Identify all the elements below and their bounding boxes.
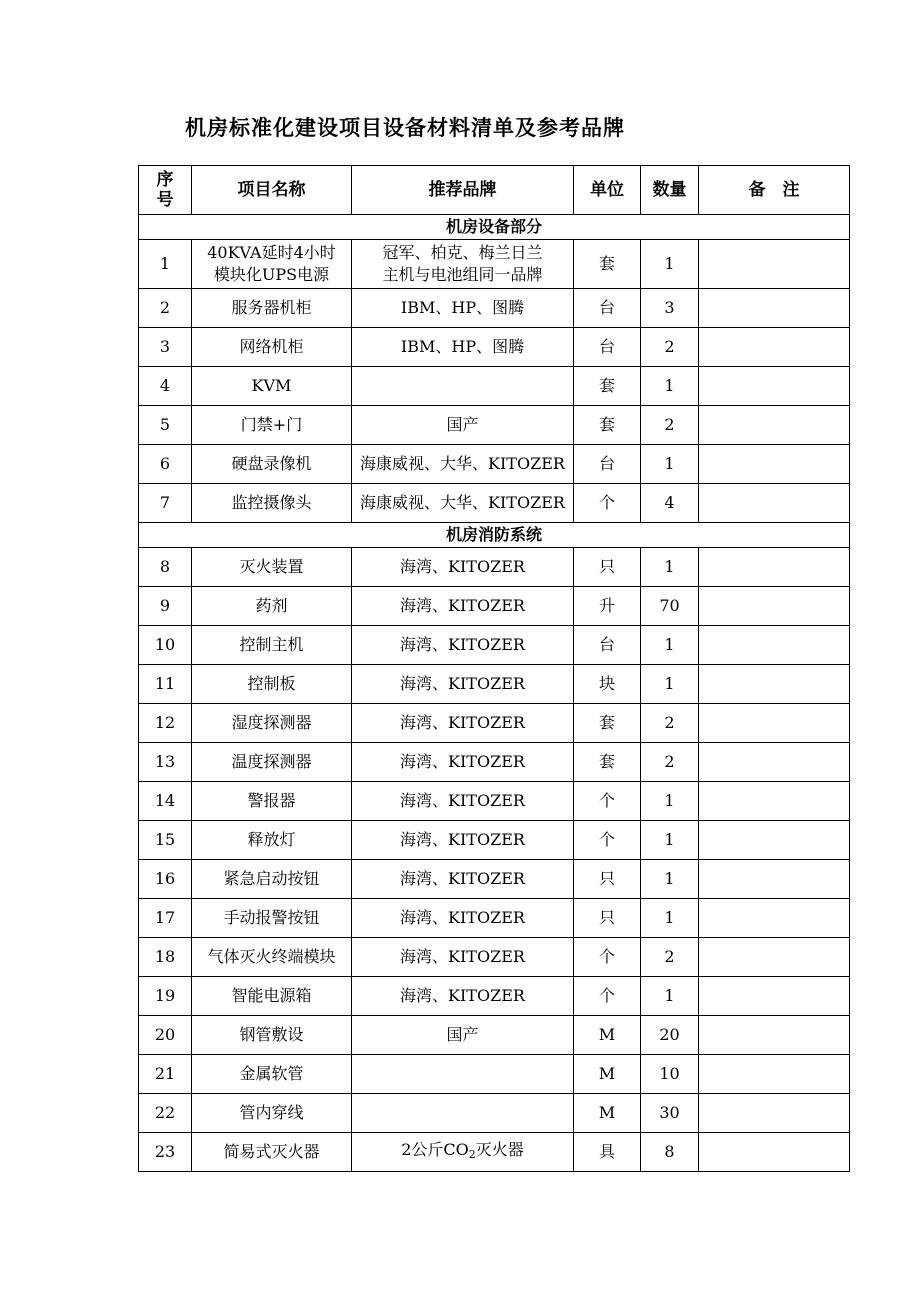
- table-row: [139, 782, 850, 821]
- cell-remark: [699, 938, 850, 977]
- cell-qty: 1: [641, 445, 699, 484]
- cell-unit: 套: [574, 704, 641, 743]
- table-row: [139, 977, 850, 1016]
- cell-name: 管内穿线: [192, 1094, 352, 1133]
- cell-no: 6: [139, 445, 192, 484]
- cell-unit: 套: [574, 367, 641, 406]
- cell-name: 释放灯: [192, 821, 352, 860]
- cell-remark: [699, 704, 850, 743]
- cell-brand: 海湾、KITOZER: [352, 860, 574, 899]
- cell-brand: IBM、HP、图腾: [352, 289, 574, 328]
- cell-qty: 2: [641, 704, 699, 743]
- cell-brand: 海湾、KITOZER: [352, 821, 574, 860]
- table-row: [139, 289, 850, 328]
- page-title: 机房标准化建设项目设备材料清单及参考品牌: [185, 115, 625, 140]
- cell-qty: 20: [641, 1016, 699, 1055]
- cell-name: 钢管敷设: [192, 1016, 352, 1055]
- cell-remark: [699, 821, 850, 860]
- cell-brand: 海湾、KITOZER: [352, 548, 574, 587]
- cell-qty: 2: [641, 328, 699, 367]
- table-row: [139, 626, 850, 665]
- cell-unit: 台: [574, 445, 641, 484]
- cell-remark: [699, 1055, 850, 1094]
- table-row: [139, 821, 850, 860]
- cell-qty: 1: [641, 367, 699, 406]
- cell-no: 18: [139, 938, 192, 977]
- header-qty: 数量: [641, 166, 699, 215]
- cell-brand: 海康威视、大华、KITOZER: [352, 484, 574, 523]
- cell-brand: 海湾、KITOZER: [352, 743, 574, 782]
- cell-brand: 海湾、KITOZER: [352, 587, 574, 626]
- cell-name: 智能电源箱: [192, 977, 352, 1016]
- header-unit: 单位: [574, 166, 641, 215]
- cell-brand-post: 灭火器: [475, 1139, 524, 1159]
- cell-brand-subscript: 2: [468, 1147, 476, 1161]
- cell-brand-line2: 主机与电池组同一品牌: [382, 265, 543, 284]
- cell-unit: 个: [574, 821, 641, 860]
- cell-no: 16: [139, 860, 192, 899]
- cell-unit: 只: [574, 548, 641, 587]
- cell-unit: M: [574, 1055, 641, 1094]
- cell-name: 门禁+门: [192, 406, 352, 445]
- cell-remark: [699, 860, 850, 899]
- cell-unit: 套: [574, 406, 641, 445]
- cell-no: 3: [139, 328, 192, 367]
- cell-name: 警报器: [192, 782, 352, 821]
- header-name: 项目名称: [192, 166, 352, 215]
- cell-qty: 1: [641, 240, 699, 289]
- table-row: [139, 665, 850, 704]
- cell-brand: [352, 240, 574, 289]
- header-brand: 推荐品牌: [352, 166, 574, 215]
- section-row: [139, 215, 850, 240]
- cell-no: 10: [139, 626, 192, 665]
- cell-no: 9: [139, 587, 192, 626]
- cell-unit: 台: [574, 289, 641, 328]
- cell-remark: [699, 367, 850, 406]
- cell-brand-line1: 冠军、柏克、梅兰日兰: [382, 243, 543, 262]
- cell-qty: 1: [641, 977, 699, 1016]
- table-row: [139, 938, 850, 977]
- cell-name: [192, 240, 352, 289]
- cell-unit: 台: [574, 626, 641, 665]
- cell-no: 23: [139, 1133, 192, 1172]
- cell-brand: 海湾、KITOZER: [352, 626, 574, 665]
- cell-unit: 个: [574, 977, 641, 1016]
- cell-brand: 海湾、KITOZER: [352, 977, 574, 1016]
- cell-qty: 70: [641, 587, 699, 626]
- cell-remark: [699, 665, 850, 704]
- cell-name: 湿度探测器: [192, 704, 352, 743]
- cell-brand: [352, 1133, 574, 1172]
- cell-name: 服务器机柜: [192, 289, 352, 328]
- table-row: [139, 328, 850, 367]
- cell-remark: [699, 548, 850, 587]
- table-row: [139, 1133, 850, 1172]
- cell-unit: 块: [574, 665, 641, 704]
- cell-remark: [699, 406, 850, 445]
- cell-no: 22: [139, 1094, 192, 1133]
- cell-name-line2: 模块化UPS电源: [213, 265, 330, 284]
- cell-qty: 4: [641, 484, 699, 523]
- cell-name: 药剂: [192, 587, 352, 626]
- section-equipment-rows: [139, 289, 850, 523]
- cell-no: 21: [139, 1055, 192, 1094]
- cell-qty: 1: [641, 899, 699, 938]
- section-row: [139, 523, 850, 548]
- cell-qty: 1: [641, 821, 699, 860]
- cell-unit: M: [574, 1094, 641, 1133]
- table-row: [139, 240, 850, 289]
- cell-remark: [699, 1016, 850, 1055]
- cell-name: 气体灭火终端模块: [192, 938, 352, 977]
- cell-brand: 国产: [352, 406, 574, 445]
- cell-brand: [352, 1094, 574, 1133]
- cell-no: 8: [139, 548, 192, 587]
- cell-name: 金属软管: [192, 1055, 352, 1094]
- cell-no: 13: [139, 743, 192, 782]
- cell-brand: [352, 367, 574, 406]
- cell-name-line1: 40KVA延时4小时: [207, 243, 336, 262]
- section-title: 机房设备部分: [139, 215, 850, 240]
- table-row: [139, 548, 850, 587]
- cell-name: 紧急启动按钮: [192, 860, 352, 899]
- cell-remark: [699, 626, 850, 665]
- cell-remark: [699, 484, 850, 523]
- cell-remark: [699, 1133, 850, 1172]
- header-seq-line2: 号: [156, 190, 174, 210]
- cell-name: 控制主机: [192, 626, 352, 665]
- table-row: [139, 1016, 850, 1055]
- cell-unit: 只: [574, 899, 641, 938]
- cell-no: 17: [139, 899, 192, 938]
- cell-no: 1: [139, 240, 192, 289]
- table-row: [139, 860, 850, 899]
- cell-qty: 8: [641, 1133, 699, 1172]
- header-seq: [139, 166, 192, 215]
- cell-brand: 海湾、KITOZER: [352, 899, 574, 938]
- cell-qty: 1: [641, 860, 699, 899]
- cell-name: 控制板: [192, 665, 352, 704]
- table-row: [139, 743, 850, 782]
- cell-unit: 台: [574, 328, 641, 367]
- cell-unit: 套: [574, 240, 641, 289]
- cell-remark: [699, 445, 850, 484]
- cell-unit: 具: [574, 1133, 641, 1172]
- cell-remark: [699, 289, 850, 328]
- cell-brand: 海湾、KITOZER: [352, 938, 574, 977]
- cell-brand-pre: 2公斤CO: [401, 1139, 469, 1159]
- cell-name: 网络机柜: [192, 328, 352, 367]
- table-row: [139, 1055, 850, 1094]
- cell-no: 11: [139, 665, 192, 704]
- cell-no: 19: [139, 977, 192, 1016]
- cell-qty: 2: [641, 938, 699, 977]
- cell-remark: [699, 587, 850, 626]
- cell-brand: 海湾、KITOZER: [352, 782, 574, 821]
- cell-no: 15: [139, 821, 192, 860]
- table-row: [139, 899, 850, 938]
- cell-no: 5: [139, 406, 192, 445]
- cell-brand: 海湾、KITOZER: [352, 704, 574, 743]
- table-row: [139, 406, 850, 445]
- table-row: [139, 367, 850, 406]
- cell-name: 手动报警按钮: [192, 899, 352, 938]
- cell-name: 硬盘录像机: [192, 445, 352, 484]
- cell-qty: 1: [641, 548, 699, 587]
- header-seq-line1: 序: [156, 170, 174, 190]
- cell-qty: 1: [641, 665, 699, 704]
- cell-no: 20: [139, 1016, 192, 1055]
- table-row: [139, 704, 850, 743]
- cell-unit: 个: [574, 484, 641, 523]
- cell-unit: 升: [574, 587, 641, 626]
- cell-brand: IBM、HP、图腾: [352, 328, 574, 367]
- section-fire-rows: [139, 548, 850, 1133]
- cell-name: 监控摄像头: [192, 484, 352, 523]
- cell-name: 灭火装置: [192, 548, 352, 587]
- cell-name: KVM: [192, 367, 352, 406]
- cell-qty: 2: [641, 406, 699, 445]
- header-remark: 备 注: [699, 166, 850, 215]
- cell-qty: 3: [641, 289, 699, 328]
- cell-no: 14: [139, 782, 192, 821]
- cell-remark: [699, 782, 850, 821]
- table-row: [139, 445, 850, 484]
- cell-unit: 个: [574, 782, 641, 821]
- cell-brand: 国产: [352, 1016, 574, 1055]
- section-title: 机房消防系统: [139, 523, 850, 548]
- cell-qty: 2: [641, 743, 699, 782]
- cell-remark: [699, 1094, 850, 1133]
- cell-qty: 1: [641, 782, 699, 821]
- cell-name: 简易式灭火器: [192, 1133, 352, 1172]
- cell-qty: 30: [641, 1094, 699, 1133]
- cell-brand: 海湾、KITOZER: [352, 665, 574, 704]
- cell-unit: 个: [574, 938, 641, 977]
- cell-qty: 1: [641, 626, 699, 665]
- table-row: [139, 484, 850, 523]
- cell-remark: [699, 899, 850, 938]
- cell-no: 7: [139, 484, 192, 523]
- table-row: [139, 587, 850, 626]
- cell-remark: [699, 328, 850, 367]
- cell-brand: 海康威视、大华、KITOZER: [352, 445, 574, 484]
- cell-unit: M: [574, 1016, 641, 1055]
- header-row: [139, 166, 850, 215]
- cell-name: 温度探测器: [192, 743, 352, 782]
- cell-qty: 10: [641, 1055, 699, 1094]
- cell-no: 12: [139, 704, 192, 743]
- cell-no: 4: [139, 367, 192, 406]
- equipment-table: [138, 165, 850, 1172]
- cell-unit: 套: [574, 743, 641, 782]
- cell-remark: [699, 743, 850, 782]
- cell-unit: 只: [574, 860, 641, 899]
- table-row: [139, 1094, 850, 1133]
- cell-brand: [352, 1055, 574, 1094]
- cell-no: 2: [139, 289, 192, 328]
- cell-remark: [699, 240, 850, 289]
- cell-remark: [699, 977, 850, 1016]
